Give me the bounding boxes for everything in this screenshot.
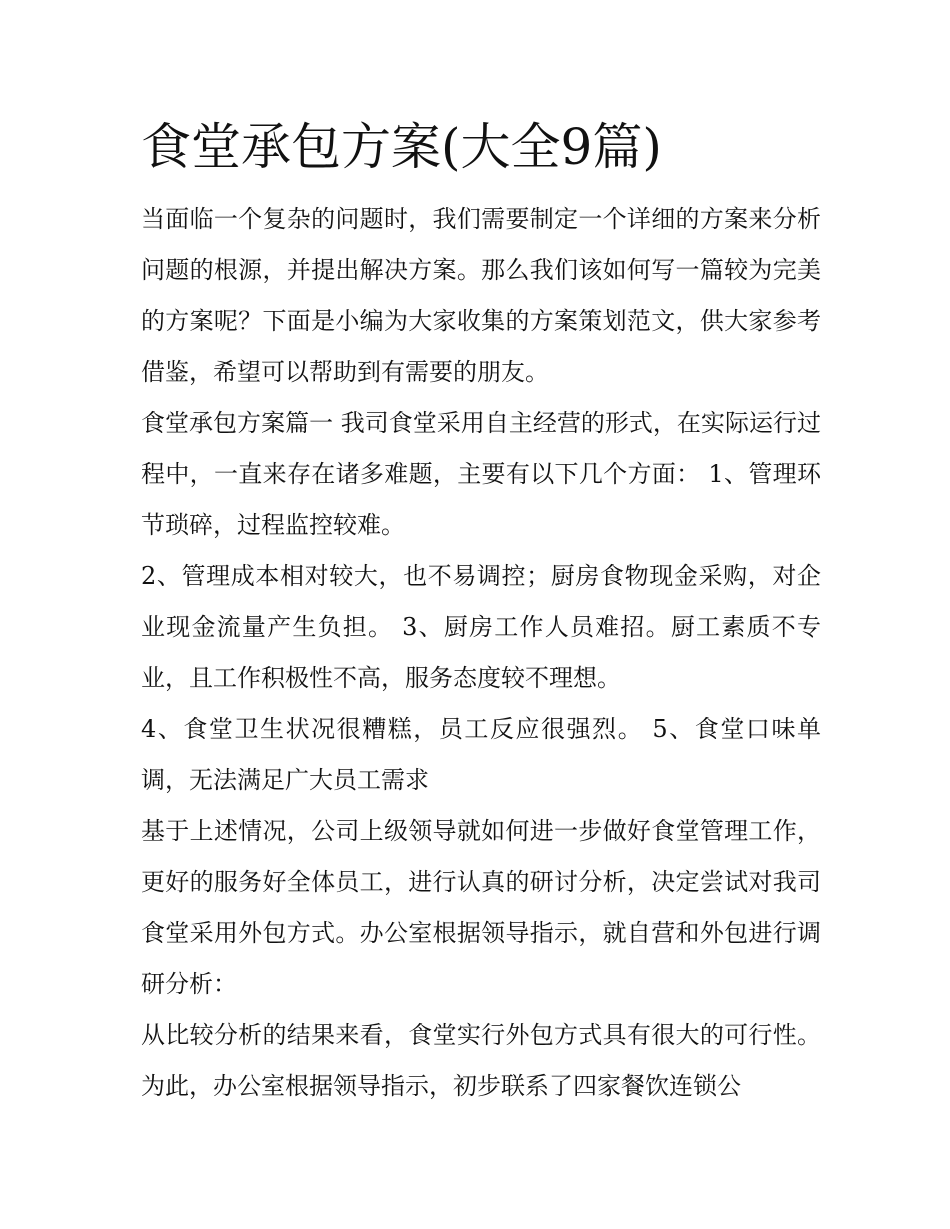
paragraph-conclusion: 从比较分析的结果来看，食堂实行外包方式具有很大的可行性。为此，办公室根据领导指示，初步联系了四家餐饮连锁公 [141,1021,821,1100]
paragraph-problems-4-5: 4、食堂卫生状况很糟糕，员工反应很强烈。 5、食堂口味单调，无法满足广大员工需求 [141,715,821,794]
paragraph-problems-2-3: 2、管理成本相对较大，也不易调控；厨房食物现金采购，对企业现金流量产生负担。 3、厨房工作人员难招。厨工素质不专业，且工作积极性不高，服务态度较不理想。 [141,562,821,692]
document-title: 食堂承包方案(大全9篇) [141,118,662,176]
paragraph-decision: 基于上述情况，公司上级领导就如何进一步做好食堂管理工作，更好的服务好全体员工，进行认真的研讨分析，决定尝试对我司食堂采用外包方式。办公室根据领导指示，就自营和外包进行调研分析： [141,817,821,998]
document-body [141,110,821,1112]
paragraph-problems-intro: 食堂承包方案篇一 我司食堂采用自主经营的形式，在实际运行过程中，一直来存在诸多难题，主要有以下几个方面： 1、管理环节琐碎，过程监控较难。 [141,409,821,539]
paragraph-intro: 当面临一个复杂的问题时，我们需要制定一个详细的方案来分析问题的根源，并提出解决方案。那么我们该如何写一篇较为完美的方案呢？下面是小编为大家收集的方案策划范文，供大家参考借鉴，希望可以帮助到有需要的朋友。 [141,205,821,386]
